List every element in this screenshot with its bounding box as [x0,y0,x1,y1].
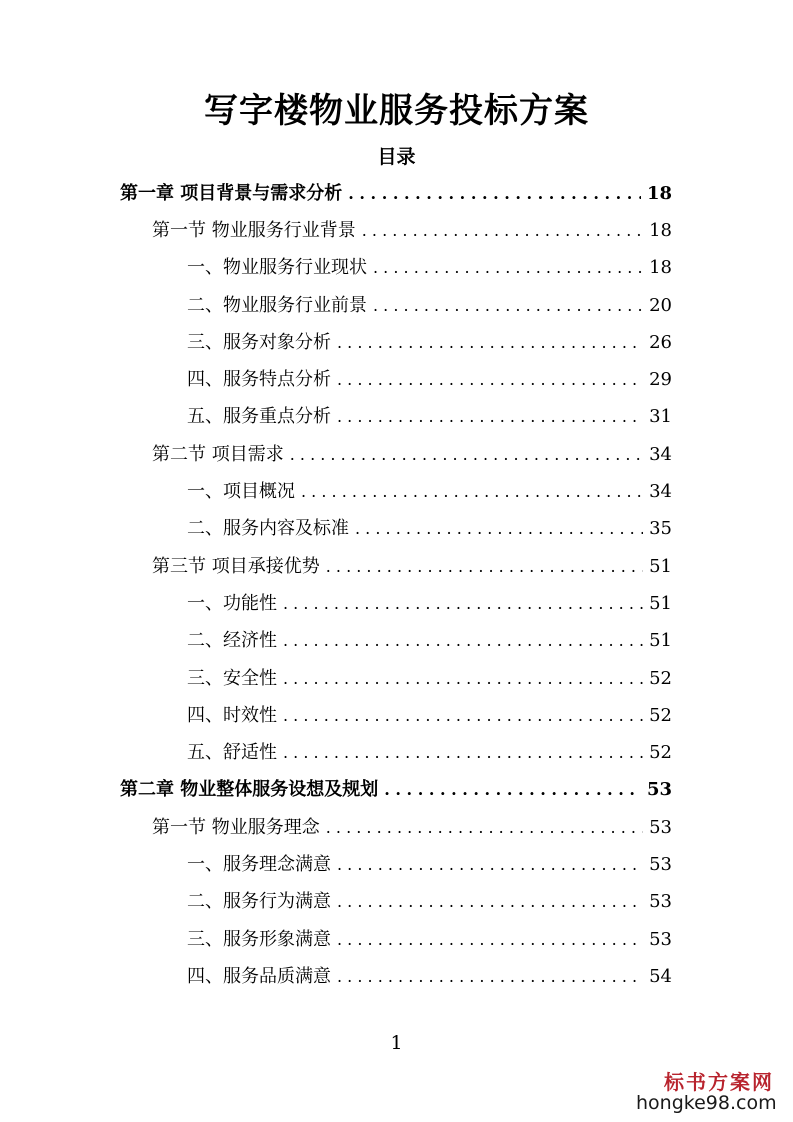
toc-entry-page: 51 [649,630,672,652]
toc-entry[interactable] [0,809,793,846]
toc-leader-dots [337,330,643,356]
toc-entry-page: 53 [646,779,672,801]
toc-entry-page: 54 [649,965,672,987]
toc-entry-page: 29 [649,369,672,391]
toc-entry-label: 二、服务行为满意 [187,891,331,913]
toc-leader-dots [337,367,643,393]
toc-entry-label: 第一节 物业服务理念 [152,816,320,838]
toc-heading: 目录 [377,146,416,168]
toc-entry-label: 第三节 项目承接优势 [152,555,320,577]
toc-entry-page: 20 [649,294,672,316]
toc-entry[interactable] [0,175,793,212]
toc-leader-dots [337,964,643,990]
toc-entry-label: 三、服务对象分析 [187,331,331,353]
toc-entry[interactable] [0,958,793,995]
toc-entry[interactable] [0,436,793,473]
toc-entry[interactable] [0,623,793,660]
toc-entry[interactable] [0,324,793,361]
toc-entry[interactable] [0,250,793,287]
toc-entry-page: 18 [649,257,672,279]
toc-entry-page: 52 [649,742,672,764]
toc-leader-dots [326,815,643,841]
table-of-contents [0,175,793,996]
toc-entry-page: 34 [649,481,672,503]
toc-leader-dots [373,293,643,319]
toc-leader-dots [301,479,643,505]
toc-entry-page: 31 [649,406,672,428]
toc-leader-dots [290,442,643,468]
toc-entry-page: 52 [649,704,672,726]
toc-entry-label: 第二节 项目需求 [152,443,284,465]
toc-entry-page: 53 [649,928,672,950]
toc-entry-label: 第一章 项目背景与需求分析 [120,182,343,204]
toc-entry-page: 52 [649,667,672,689]
watermark-url: hongke98.com [636,1092,777,1114]
toc-entry[interactable] [0,734,793,771]
toc-entry[interactable] [0,361,793,398]
toc-entry[interactable] [0,548,793,585]
toc-entry-label: 一、服务理念满意 [187,853,331,875]
toc-leader-dots [373,255,643,281]
toc-leader-dots [337,852,643,878]
toc-entry-label: 四、时效性 [187,704,277,726]
toc-entry-page: 35 [649,518,672,540]
toc-entry[interactable] [0,585,793,622]
toc-entry[interactable] [0,212,793,249]
toc-leader-dots [283,628,643,654]
toc-entry-page: 18 [649,219,672,241]
toc-entry-label: 三、安全性 [187,667,277,689]
toc-leader-dots [337,404,643,430]
toc-entry-label: 二、经济性 [187,630,277,652]
toc-entry-page: 51 [649,592,672,614]
toc-entry-label: 四、服务品质满意 [187,965,331,987]
toc-entry-page: 26 [649,331,672,353]
toc-entry-label: 三、服务形象满意 [187,928,331,950]
toc-entry-label: 一、项目概况 [187,481,295,503]
toc-entry-page: 53 [649,853,672,875]
toc-entry-label: 二、服务内容及标准 [187,518,349,540]
toc-entry[interactable] [0,511,793,548]
toc-leader-dots [326,554,643,580]
page-number: 1 [390,1032,403,1054]
toc-leader-dots [337,889,643,915]
toc-leader-dots [355,516,643,542]
toc-entry-page: 34 [649,443,672,465]
toc-entry-label: 一、物业服务行业现状 [187,257,367,279]
toc-entry-label: 第一节 物业服务行业背景 [152,219,356,241]
toc-entry-label: 第二章 物业整体服务设想及规划 [120,779,379,801]
watermark-site-name: 标书方案网 [664,1070,774,1094]
toc-entry[interactable] [0,921,793,958]
toc-leader-dots [283,666,643,692]
toc-leader-dots [283,740,643,766]
toc-leader-dots [283,703,643,729]
toc-entry-label: 五、舒适性 [187,742,277,764]
toc-entry[interactable] [0,884,793,921]
toc-entry-page: 53 [649,816,672,838]
toc-entry-page: 51 [649,555,672,577]
toc-entry-label: 二、物业服务行业前景 [187,294,367,316]
toc-entry-page: 53 [649,891,672,913]
toc-entry-label: 一、功能性 [187,592,277,614]
toc-entry[interactable] [0,846,793,883]
toc-leader-dots [283,591,643,617]
document-title: 写字楼物业服务投标方案 [204,91,589,131]
toc-leader-dots [348,181,641,207]
toc-entry[interactable] [0,697,793,734]
toc-entry[interactable] [0,772,793,809]
toc-entry[interactable] [0,473,793,510]
toc-entry[interactable] [0,399,793,436]
toc-entry[interactable] [0,287,793,324]
toc-entry-page: 18 [646,182,672,204]
toc-entry-label: 五、服务重点分析 [187,406,331,428]
toc-entry-label: 四、服务特点分析 [187,369,331,391]
toc-leader-dots [384,777,641,803]
toc-leader-dots [362,218,643,244]
toc-entry[interactable] [0,660,793,697]
toc-leader-dots [337,927,643,953]
